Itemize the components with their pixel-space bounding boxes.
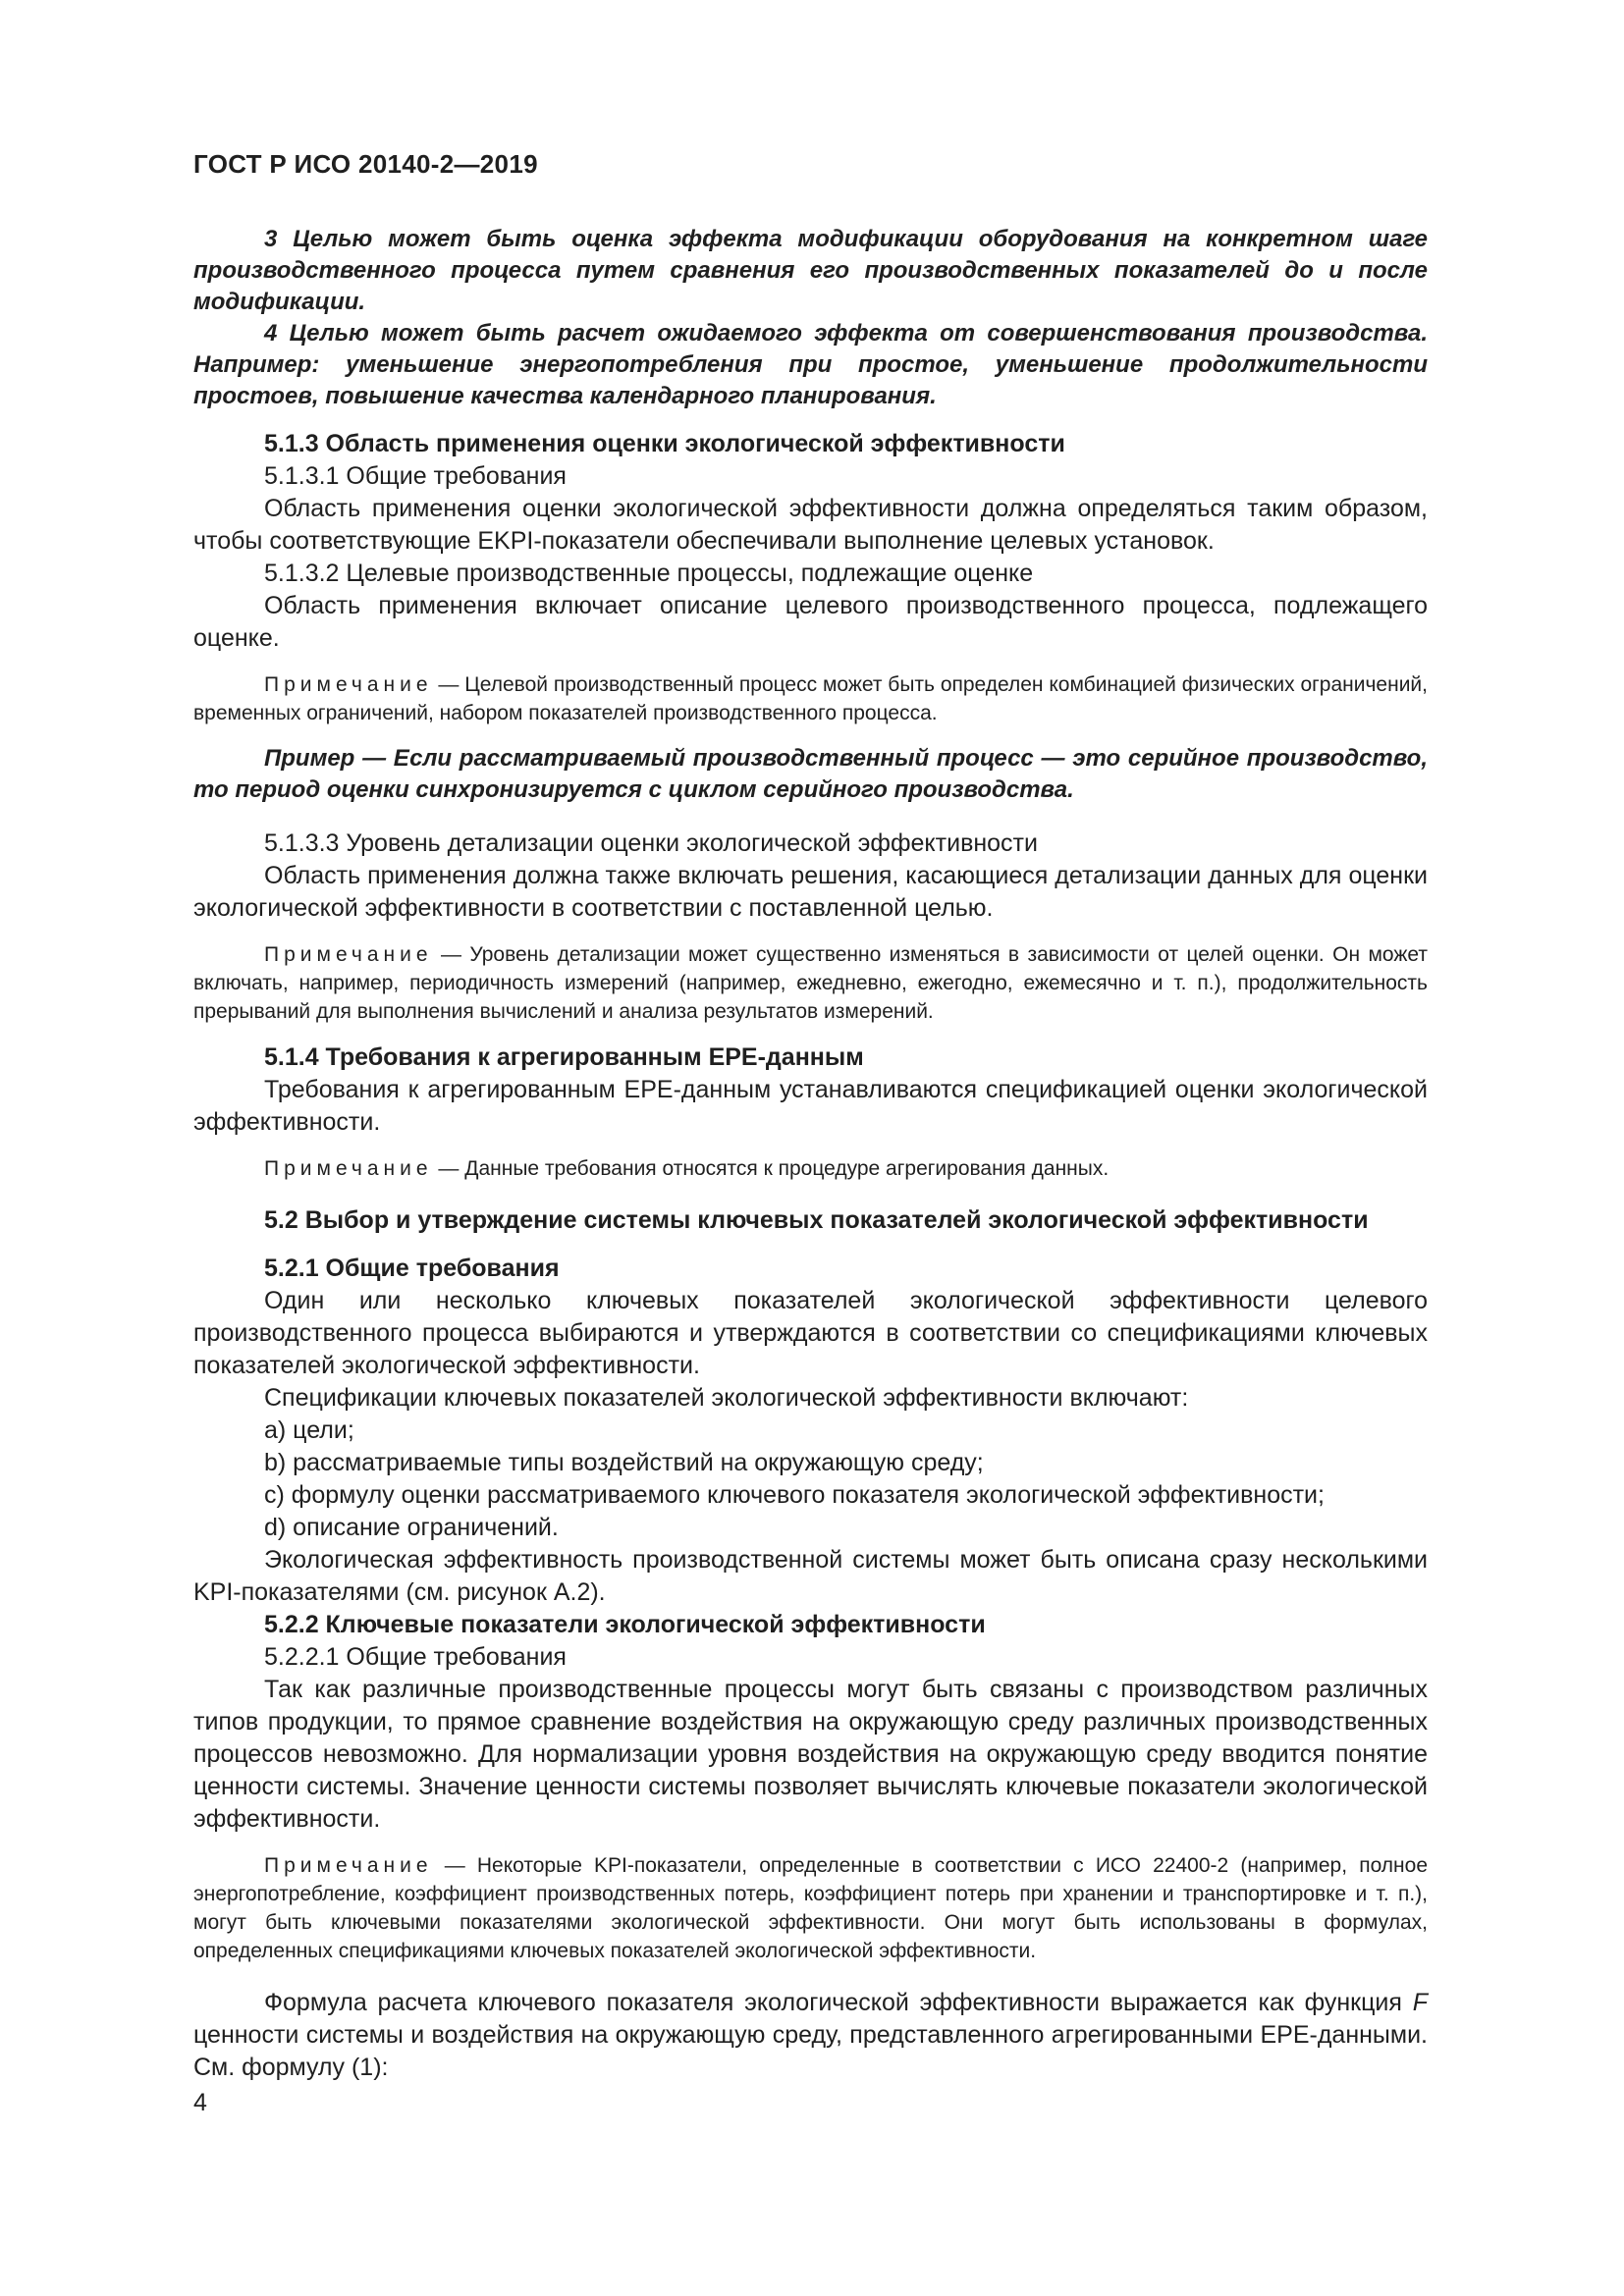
formula-paragraph — [193, 1987, 1428, 2084]
section-5-2-2-title: 5.2.2 Ключевые показатели экологической эффективности — [264, 1611, 986, 1638]
list-item: c) формулу оценки рассматриваемого ключевого показателя экологической эффективности; — [264, 1481, 1325, 1509]
list-item: a) цели; — [264, 1416, 354, 1444]
note-1 — [193, 670, 1428, 727]
intro-item-3: 3 Целью может быть оценка эффекта модификации оборудования на конкретном шаге производственного процесса путем сравнения его производственных показателей до и после модификации. — [193, 226, 1428, 315]
section-5-1-3-3-text: Область применения должна также включать решения, касающиеся детализации данных для оценки экологической эффективности в соответствии с поставленной целью. — [193, 862, 1428, 922]
note-2 — [193, 940, 1428, 1026]
section-5-1-3-2-text: Область применения включает описание целевого производственного процесса, подлежащего оценке. — [193, 592, 1428, 652]
section-5-2-1-text-1: Один или несколько ключевых показателей экологической эффективности целевого производственного процесса выбираются и утверждаются в соответствии со спецификациями ключевых показателей экологической эффективности. — [193, 1287, 1428, 1379]
formula-text-a: Формула расчета ключевого показателя экологической эффективности выражается как функция — [264, 1989, 1413, 2016]
document-body — [193, 224, 1428, 2084]
note-2-text: — Уровень детализации может существенно изменяться в зависимости от целей оценки. Он может включать, например, периодичность измерений (например, ежедневно, ежегодно, ежемесячно и т. п.), продолжительность прерываний для выполнения вычислений и анализа результатов измерений. — [193, 943, 1428, 1023]
note-1-text: — Целевой производственный процесс может быть определен комбинацией физических ограничений, временных ограничений, набором показателей производственного процесса. — [193, 673, 1428, 724]
list-item: b) рассматриваемые типы воздействий на окружающую среду; — [264, 1449, 984, 1476]
note-label: Примечание — [264, 943, 433, 966]
section-5-1-3-3-title: 5.1.3.3 Уровень детализации оценки экологической эффективности — [264, 829, 1038, 857]
formula-text-b: ценности системы и воздействия на окружающую среду, представленного агрегированными EPE-данными. См. формулу (1): — [193, 2021, 1428, 2081]
formula-symbol: F — [1412, 1989, 1428, 2016]
section-5-2-1-text-3: Экологическая эффективность производственной системы может быть описана сразу несколькими KPI-показателями (см. рисунок A.2). — [193, 1546, 1428, 1606]
section-5-2-1-text-2: Спецификации ключевых показателей экологической эффективности включают: — [264, 1384, 1189, 1412]
section-5-1-4-text: Требования к агрегированным EPE-данным устанавливаются спецификацией оценки экологической эффективности. — [193, 1076, 1428, 1136]
section-5-1-4-title: 5.1.4 Требования к агрегированным EPE-данным — [264, 1043, 864, 1071]
note-3 — [193, 1154, 1428, 1183]
section-5-2-1-title: 5.2.1 Общие требования — [264, 1255, 560, 1282]
note-label: Примечание — [264, 1854, 433, 1877]
document-header: ГОСТ Р ИСО 20140-2—2019 — [193, 149, 538, 179]
section-5-2-2-1-text: Так как различные производственные процессы могут быть связаны с производством различных типов продукции, то прямое сравнение воздействия на окружающую среду различных производственных процессов невозможно. Для нормализации уровня воздействия на окружающую среду вводится понятие ценности системы. Значение ценности системы позволяет вычислять ключевые показатели экологической эффективности. — [193, 1676, 1428, 1833]
section-5-1-3-1-title: 5.1.3.1 Общие требования — [264, 462, 567, 490]
note-label: Примечание — [264, 1157, 433, 1180]
note-3-text: — Данные требования относятся к процедуре агрегирования данных. — [432, 1157, 1110, 1180]
section-5-1-3-2-title: 5.1.3.2 Целевые производственные процессы, подлежащие оценке — [264, 560, 1034, 587]
list-item: d) описание ограничений. — [264, 1514, 559, 1541]
example-text: Пример — Если рассматриваемый производственный процесс — это серийное производство, то период оценки синхронизируется с циклом серийного производства. — [193, 745, 1428, 803]
section-5-2-2-1-title: 5.2.2.1 Общие требования — [264, 1643, 567, 1671]
section-5-2-title: 5.2 Выбор и утверждение системы ключевых показателей экологической эффективности — [264, 1206, 1369, 1234]
section-5-1-3-1-text: Область применения оценки экологической эффективности должна определяться таким образом, чтобы соответствующие EKPI-показатели обеспечивали выполнение целевых установок. — [193, 495, 1428, 555]
note-4 — [193, 1851, 1428, 1965]
intro-item-4: 4 Целью может быть расчет ожидаемого эффекта от совершенствования производства. Например: уменьшение энергопотребления при простое, уменьшение продолжительности простоев, повышение качества календарного планирования. — [193, 320, 1428, 409]
section-5-1-3-title: 5.1.3 Область применения оценки экологической эффективности — [264, 430, 1065, 457]
note-label: Примечание — [264, 673, 433, 696]
note-4-text: — Некоторые KPI-показатели, определенные в соответствии с ИСО 22400-2 (например, полное энергопотребление, коэффициент производственных потерь, коэффициент потерь при хранении и транспортировке и т. п.), могут быть ключевыми показателями экологической эффективности. Они могут быть использованы в формулах, определенных спецификациями ключевых показателей экологической эффективности. — [193, 1854, 1428, 1962]
page-number: 4 — [193, 2089, 207, 2116]
